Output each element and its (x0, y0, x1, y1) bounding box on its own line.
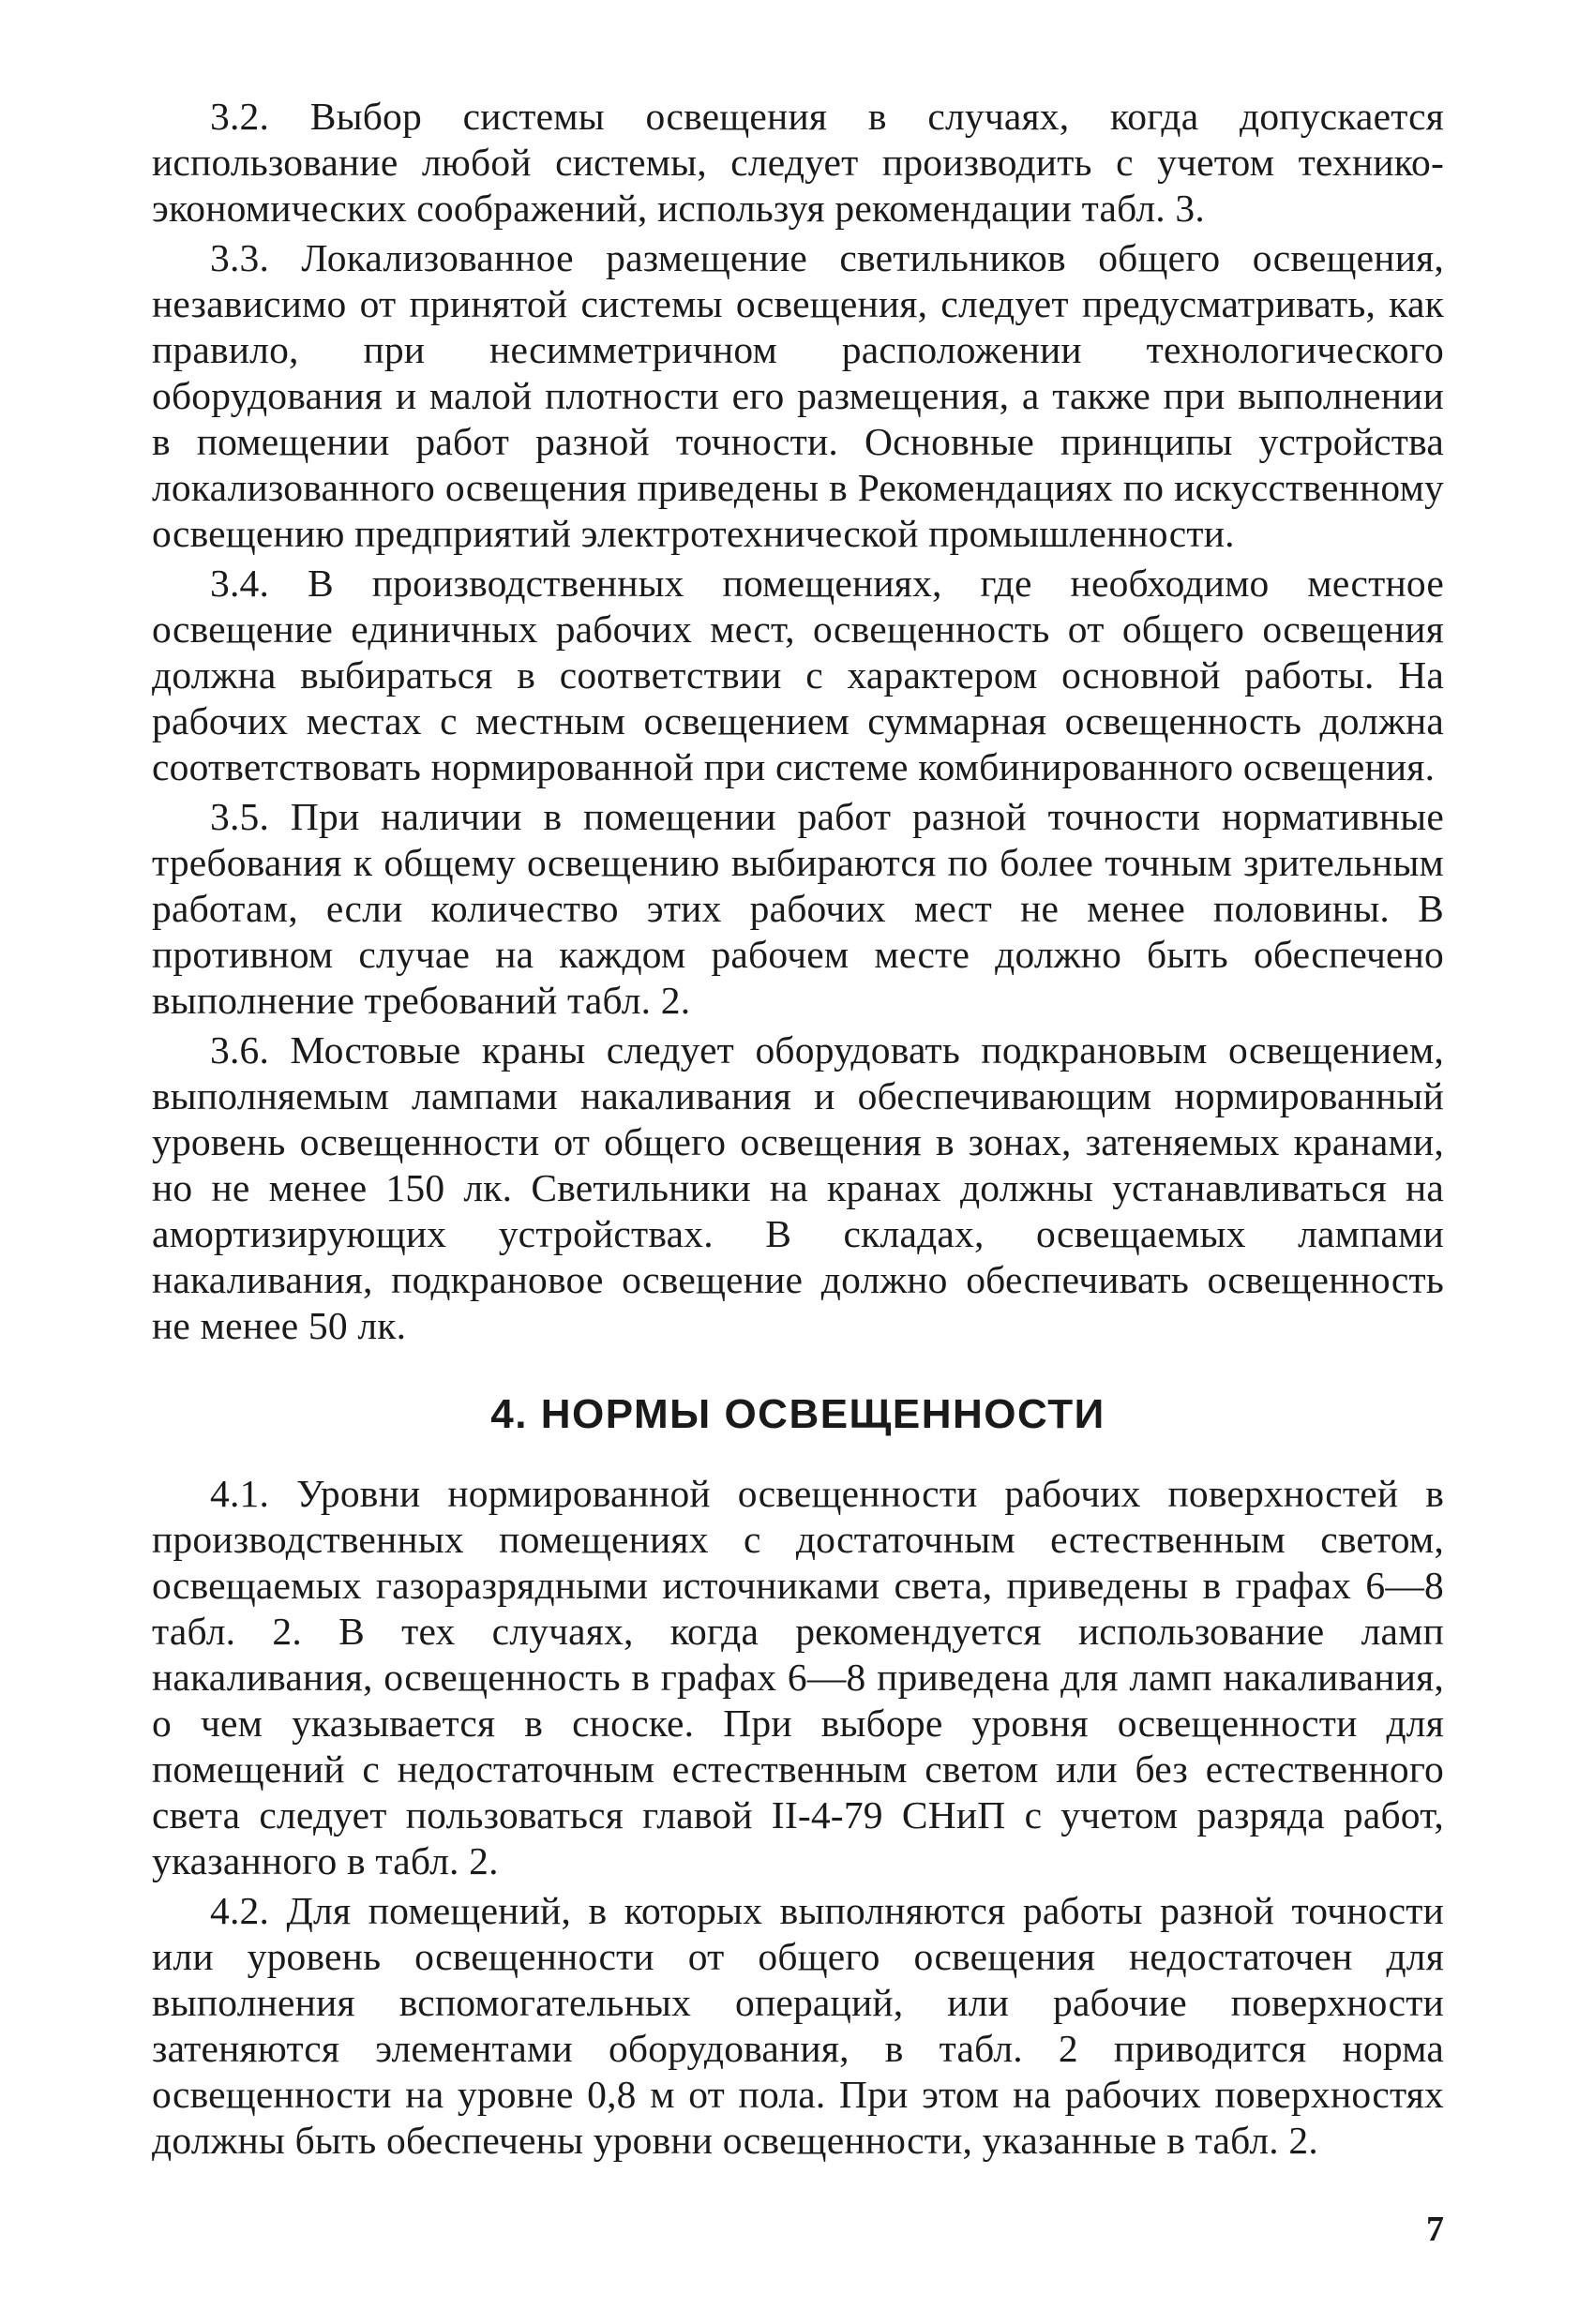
section-4-heading: 4. НОРМЫ ОСВЕЩЕННОСТИ (490, 1391, 1105, 1437)
paragraph-3-2: 3.2. Выбор системы освещения в случаях, когда допускается использование любой системы, следует производить с учетом технико-экономических соображений, используя рекомендации табл. 3. (152, 95, 1444, 230)
page-number: 7 (1426, 2210, 1444, 2249)
paragraph-3-6: 3.6. Мостовые краны следует оборудовать подкрановым освещением, выполняемым лампами накаливания и обеспечивающим нормированный уровень освещенности от общего освещения в зонах, затеняемых кранами, но не менее 150 лк. Светильники на кранах должны устанавливаться на амортизирующих устройствах. В складах, освещаемых лампами накаливания, подкрановое освещение должно обеспечивать освещенность не менее 50 лк. (152, 1028, 1444, 1347)
section-4-text (152, 1471, 1444, 2164)
paragraph-3-5: 3.5. При наличии в помещении работ разной точности нормативные требования к общему освещению выбираются по более точным зрительным работам, если количество этих рабочих мест не менее половины. В противном случае на каждом рабочем месте должно быть обеспечено выполнение требований табл. 2. (152, 795, 1444, 1022)
document-page (152, 94, 1444, 2269)
paragraph-4-2: 4.2. Для помещений, в которых выполняются работы разной точности или уровень освещенности от общего освещения недостаточен для выполнения вспомогательных операций, или рабочие поверхности затеняются элементами оборудования, в табл. 2 приводится норма освещенности на уровне 0,8 м от пола. При этом на рабочих поверхностях должны быть обеспечены уровни освещенности, указанные в табл. 2. (152, 1889, 1444, 2162)
paragraph-3-4: 3.4. В производственных помещениях, где необходимо местное освещение единичных рабочих мест, освещенность от общего освещения должна выбираться в соответствии с характером основной работы. На рабочих местах с местным освещением суммарная освещенность должна соответствовать нормированной при системе комбинированного освещения. (152, 562, 1444, 788)
section-3-text (152, 94, 1444, 1349)
paragraph-4-1: 4.1. Уровни нормированной освещенности рабочих поверхностей в производственных помещениях с достаточным естественным светом, освещаемых газоразрядными источниками света, приведены в графах 6—8 табл. 2. В тех случаях, когда рекомендуется использование ламп накаливания, освещенность в графах 6—8 приведена для ламп накаливания, о чем указывается в сноске. При выборе уровня освещенности для помещений с недостаточным естественным светом или без естественного света следует пользоваться главой II-4-79 СНиП с учетом разряда работ, указанного в табл. 2. (152, 1472, 1444, 1882)
paragraph-3-3: 3.3. Локализованное размещение светильников общего освещения, независимо от принятой системы освещения, следует предусматривать, как правило, при несимметричном расположении технологического оборудования и малой плотности его размещения, а также при выполнении в помещении работ разной точности. Основные принципы устройства локализованного освещения приведены в Рекомендациях по искусственному освещению предприятий электротехнической промышленности. (152, 236, 1444, 555)
